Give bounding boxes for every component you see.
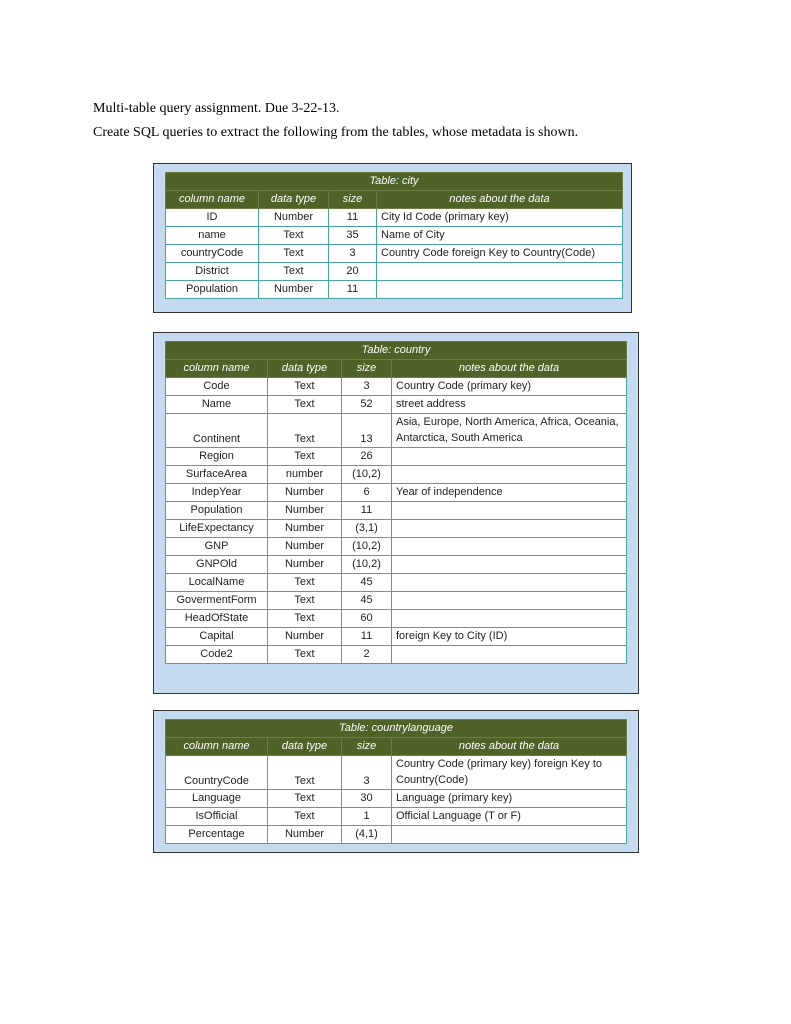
cell-data-type: Text xyxy=(268,396,342,414)
cell-notes xyxy=(392,538,627,556)
cell-size: 20 xyxy=(329,263,377,281)
cell-column-name: LifeExpectancy xyxy=(166,520,268,538)
cell-data-type: Text xyxy=(259,227,329,245)
cell-column-name: SurfaceArea xyxy=(166,466,268,484)
cell-size: 11 xyxy=(329,209,377,227)
cell-size: 11 xyxy=(329,281,377,299)
table-row xyxy=(166,556,627,574)
cell-data-type: Text xyxy=(268,574,342,592)
country-metadata-table xyxy=(165,341,627,664)
cell-column-name: LocalName xyxy=(166,574,268,592)
cell-size: (4,1) xyxy=(342,826,392,844)
cell-column-name: Language xyxy=(166,790,268,808)
cell-size: 11 xyxy=(342,628,392,646)
cell-size: 2 xyxy=(342,646,392,664)
column-header-notes: notes about the data xyxy=(377,191,623,209)
table-row xyxy=(166,227,623,245)
cell-size: 35 xyxy=(329,227,377,245)
column-header-data-type: data type xyxy=(268,738,342,756)
column-header-column-name: column name xyxy=(166,360,268,378)
cell-data-type: Text xyxy=(268,448,342,466)
city-metadata-table xyxy=(165,172,623,299)
cell-column-name: GNP xyxy=(166,538,268,556)
cell-size: 30 xyxy=(342,790,392,808)
cell-data-type: number xyxy=(268,466,342,484)
cell-notes xyxy=(392,592,627,610)
table-row xyxy=(166,538,627,556)
cell-column-name: countryCode xyxy=(166,245,259,263)
cell-column-name: GNPOld xyxy=(166,556,268,574)
column-header-size: size xyxy=(342,360,392,378)
cell-notes xyxy=(392,556,627,574)
cell-notes: Official Language (T or F) xyxy=(392,808,627,826)
table-row xyxy=(166,826,627,844)
cell-column-name: CountryCode xyxy=(166,756,268,790)
cell-column-name: Continent xyxy=(166,414,268,448)
column-header-size: size xyxy=(342,738,392,756)
table-row xyxy=(166,378,627,396)
assignment-title: Multi-table query assignment. Due 3-22-13. xyxy=(93,101,340,116)
cell-notes xyxy=(392,646,627,664)
cell-size: 3 xyxy=(342,756,392,790)
cell-size: 1 xyxy=(342,808,392,826)
cell-size: (10,2) xyxy=(342,556,392,574)
cell-column-name: Percentage xyxy=(166,826,268,844)
table-row xyxy=(166,281,623,299)
cell-data-type: Text xyxy=(268,378,342,396)
cell-column-name: Capital xyxy=(166,628,268,646)
table-row xyxy=(166,502,627,520)
cell-size: (10,2) xyxy=(342,466,392,484)
cell-size: 13 xyxy=(342,414,392,448)
cell-size: 26 xyxy=(342,448,392,466)
cell-notes: City Id Code (primary key) xyxy=(377,209,623,227)
table-row xyxy=(166,520,627,538)
cell-data-type: Text xyxy=(268,414,342,448)
cell-data-type: Text xyxy=(259,263,329,281)
cell-data-type: Number xyxy=(268,556,342,574)
cell-column-name: Population xyxy=(166,281,259,299)
cell-data-type: Text xyxy=(259,245,329,263)
cell-size: (3,1) xyxy=(342,520,392,538)
table-row xyxy=(166,245,623,263)
cell-column-name: ID xyxy=(166,209,259,227)
cell-size: 45 xyxy=(342,574,392,592)
cell-data-type: Number xyxy=(268,538,342,556)
cell-column-name: Code xyxy=(166,378,268,396)
cell-notes xyxy=(392,574,627,592)
cell-notes: Year of independence xyxy=(392,484,627,502)
table-row xyxy=(166,484,627,502)
cell-data-type: Number xyxy=(259,209,329,227)
table-row xyxy=(166,628,627,646)
cell-size: 60 xyxy=(342,610,392,628)
cell-notes xyxy=(392,466,627,484)
cell-notes: Name of City xyxy=(377,227,623,245)
cell-data-type: Number xyxy=(268,484,342,502)
column-header-notes: notes about the data xyxy=(392,360,627,378)
cell-notes: street address xyxy=(392,396,627,414)
cell-data-type: Text xyxy=(268,646,342,664)
cell-column-name: IsOfficial xyxy=(166,808,268,826)
cell-column-name: Region xyxy=(166,448,268,466)
table-row xyxy=(166,466,627,484)
assignment-instructions: Create SQL queries to extract the following from the tables, whose metadata is shown. xyxy=(93,125,579,140)
column-header-data-type: data type xyxy=(268,360,342,378)
cell-data-type: Text xyxy=(268,808,342,826)
table-row xyxy=(166,396,627,414)
column-header-column-name: column name xyxy=(166,191,259,209)
column-header-size: size xyxy=(329,191,377,209)
table-row xyxy=(166,610,627,628)
cell-data-type: Text xyxy=(268,756,342,790)
table-row xyxy=(166,808,627,826)
cell-notes: Country Code foreign Key to Country(Code) xyxy=(377,245,623,263)
cell-column-name: District xyxy=(166,263,259,281)
cell-notes: Country Code (primary key) foreign Key to Country(Code) xyxy=(392,756,627,790)
table-row xyxy=(166,592,627,610)
cell-data-type: Text xyxy=(268,592,342,610)
cell-notes: foreign Key to City (ID) xyxy=(392,628,627,646)
cell-size: 11 xyxy=(342,502,392,520)
cell-size: 3 xyxy=(342,378,392,396)
table-row xyxy=(166,756,627,790)
cell-data-type: Text xyxy=(268,610,342,628)
cell-notes xyxy=(377,263,623,281)
cell-notes xyxy=(392,448,627,466)
table-row xyxy=(166,790,627,808)
cell-size: 52 xyxy=(342,396,392,414)
cell-size: 6 xyxy=(342,484,392,502)
table-row xyxy=(166,263,623,281)
cell-size: (10,2) xyxy=(342,538,392,556)
table-row xyxy=(166,448,627,466)
column-header-column-name: column name xyxy=(166,738,268,756)
cell-data-type: Number xyxy=(268,826,342,844)
cell-data-type: Number xyxy=(268,502,342,520)
cell-column-name: GovermentForm xyxy=(166,592,268,610)
table-title: Table: city xyxy=(166,173,623,191)
cell-notes xyxy=(392,502,627,520)
cell-data-type: Number xyxy=(268,520,342,538)
cell-notes xyxy=(392,826,627,844)
cell-notes: Country Code (primary key) xyxy=(392,378,627,396)
column-header-notes: notes about the data xyxy=(392,738,627,756)
cell-size: 3 xyxy=(329,245,377,263)
cell-column-name: name xyxy=(166,227,259,245)
table-row xyxy=(166,574,627,592)
cell-notes xyxy=(392,520,627,538)
table-row xyxy=(166,646,627,664)
cell-notes xyxy=(377,281,623,299)
cell-size: 45 xyxy=(342,592,392,610)
table-title: Table: country xyxy=(166,342,627,360)
cell-data-type: Text xyxy=(268,790,342,808)
cell-data-type: Number xyxy=(259,281,329,299)
cell-column-name: Code2 xyxy=(166,646,268,664)
cell-column-name: IndepYear xyxy=(166,484,268,502)
table-row xyxy=(166,414,627,448)
cell-notes: Language (primary key) xyxy=(392,790,627,808)
cell-column-name: Name xyxy=(166,396,268,414)
cell-notes: Asia, Europe, North America, Africa, Oceania, Antarctica, South America xyxy=(392,414,627,448)
cell-notes xyxy=(392,610,627,628)
table-row xyxy=(166,209,623,227)
table-title: Table: countrylanguage xyxy=(166,720,627,738)
cell-column-name: HeadOfState xyxy=(166,610,268,628)
cell-data-type: Number xyxy=(268,628,342,646)
countrylanguage-metadata-table xyxy=(165,719,627,844)
column-header-data-type: data type xyxy=(259,191,329,209)
cell-column-name: Population xyxy=(166,502,268,520)
